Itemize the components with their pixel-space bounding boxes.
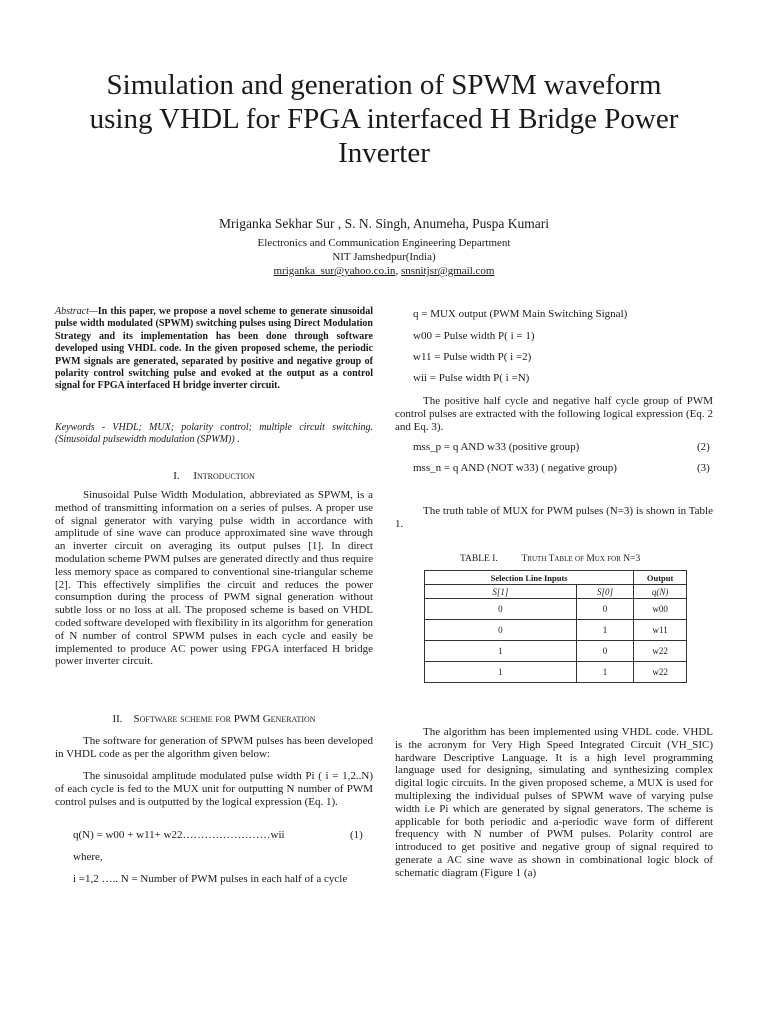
table-label: TABLE I.: [460, 554, 498, 564]
introduction-paragraph: Sinusoidal Pulse Width Modulation, abbreviated as SPWM, is a method of transmitting information on a series of pulses. A proper use of signal generator with varying pulse width in accordance with amplitude of sine wave can produce approximated sine wave through an inverter circuit on averaging its output pulses [1]. In direct modulation scheme PWM pulses are generated directly and thus require less memory space as compared to conventional sine-triangular scheme [2]. This effectively simplifies the circuit and reduces the power consumption during the process of PWM signal generation without subtle loss or no loss at all. The proposed scheme is based on VHDL coded software developed with flexibility in its algorithm for generation of N number of control SPWM pulses in each cycle and easily be implemented to produce AC power using FPGA interfaced H bridge power inverter circuit.: [55, 489, 373, 668]
title-line-3: Inverter: [338, 137, 430, 169]
equation-2-number: (2): [697, 441, 710, 453]
definition-q: q = MUX output (PWM Main Switching Signal): [413, 308, 628, 320]
paper-title: [40, 68, 728, 170]
equation-2: mss_p = q AND w33 (positive group): [413, 441, 580, 453]
cell-s1: 0: [425, 599, 577, 620]
table-title: Truth Table of Mux for N=3: [521, 554, 641, 564]
table-row: [425, 662, 687, 683]
affiliation-department: Electronics and Communication Engineering Department: [257, 237, 511, 249]
truth-table-intro: The truth table of MUX for PWM pulses (N=3) is shown in Table 1.: [395, 505, 713, 530]
table-caption: [460, 554, 640, 564]
email-link-2[interactable]: snsnitjsr@gmail.com: [400, 265, 495, 277]
table-header-row: [425, 571, 687, 585]
cell-s1: 0: [425, 620, 577, 641]
table-row: [425, 620, 687, 641]
section-number: I.: [173, 470, 180, 482]
header-q: q(N): [634, 585, 687, 599]
equation-1-number: (1): [350, 829, 363, 841]
table-row: [425, 599, 687, 620]
author-list: Mriganka Sekhar Sur , S. N. Singh, Anumeha, Puspa Kumari: [219, 216, 549, 231]
abstract-label: Abstract—: [55, 306, 98, 317]
cell-q: w11: [634, 620, 687, 641]
section-number: II.: [112, 713, 123, 725]
definition-wii: wii = Pulse width P( i =N): [413, 372, 530, 384]
algorithm-paragraph: The algorithm has been implemented using VHDL code. VHDL is the acronym for Very High Speed Integrated Circuit (VH_SIC) hardware Descriptive Language. It is a high level programming language used for designing, simulating and synthesizing complex digital logic circuits. In the given proposed scheme, a MUX is used for multiplexing the individual pulses of SPWM wave of varying pulse width i.e Pi which are generated by signal generators. The scheme is applicable for both periodic and a-periodic wave form of different frequency with N number of PWM pulses. Polarity control are introduced to get positive and negative group of signal required to generate a AC sine wave as shown in combinational logic block of schematic diagram (Figure 1 (a): [395, 726, 713, 879]
cell-s0: 1: [576, 662, 634, 683]
affiliation-institute: NIT Jamshedpur(India): [332, 251, 436, 263]
header-s0: S[0]: [576, 585, 634, 599]
where-label: where,: [73, 851, 103, 863]
polarity-paragraph: The positive half cycle and negative half cycle group of PWM control pulses are extracted with the following logical expression (Eq. 2 and Eq. 3).: [395, 395, 713, 433]
section-title: Software scheme for PWM Generation: [133, 713, 316, 725]
cell-q: w22: [634, 641, 687, 662]
software-paragraph-2: The sinusoidal amplitude modulated pulse width Pi ( i = 1,2..N) of each cycle is fed to the MUX unit for outputting N number of PWM control pulses and is outputted by the logical expression (Eq. 1).: [55, 770, 373, 808]
title-line-1: Simulation and generation of SPWM waveform: [106, 69, 662, 101]
author-emails: [40, 264, 728, 278]
email-separator: ,: [395, 265, 401, 277]
cell-q: w00: [634, 599, 687, 620]
email-link-1[interactable]: mriganka_sur@yahoo.co.in: [273, 265, 396, 277]
header-s1: S[1]: [425, 585, 577, 599]
keywords: Keywords - VHDL; MUX; polarity control; multiple circuit switching. (Sinusoidal pulsewidth modulation (SPWM)) .: [55, 422, 373, 446]
header-output: Output: [634, 571, 687, 585]
abstract-text: In this paper, we propose a novel scheme to generate sinusoidal pulse width modulated (SPWM) switching pulses using Direct Modulation Strategy and its implementation has been done through software developed using VHDL code. In the given proposed scheme, the periodic PWM signals are generated, separated by positive and negative group of polarity control switching pulse and evoked at the output as a control signal for FPGA interfaced H bridge inverter circuit.: [55, 306, 373, 392]
cell-q: w22: [634, 662, 687, 683]
equation-3: mss_n = q AND (NOT w33) ( negative group): [413, 462, 617, 474]
cell-s0: 1: [576, 620, 634, 641]
abstract: [55, 306, 373, 393]
software-paragraph-1: The software for generation of SPWM pulses has been developed in VHDL code as per the algorithm given below:: [55, 735, 373, 760]
title-line-2: using VHDL for FPGA interfaced H Bridge Power: [89, 103, 679, 135]
definition-i: i =1,2 ….. N = Number of PWM pulses in each half of a cycle: [73, 873, 348, 885]
definition-w11: w11 = Pulse width P( i =2): [413, 351, 532, 363]
equation-3-number: (3): [697, 462, 710, 474]
cell-s0: 0: [576, 599, 634, 620]
section-heading-introduction: [55, 470, 373, 482]
header-selection-inputs: Selection Line Inputs: [425, 571, 634, 585]
definition-w00: w00 = Pulse width P( i = 1): [413, 330, 535, 342]
cell-s0: 0: [576, 641, 634, 662]
cell-s1: 1: [425, 641, 577, 662]
section-heading-software-scheme: [55, 713, 373, 725]
truth-table: [424, 570, 687, 683]
table-row: [425, 641, 687, 662]
section-title: Introduction: [193, 470, 255, 482]
table-subheader-row: [425, 585, 687, 599]
equation-1: q(N) = w00 + w11+ w22……………………wii: [73, 829, 285, 841]
cell-s1: 1: [425, 662, 577, 683]
